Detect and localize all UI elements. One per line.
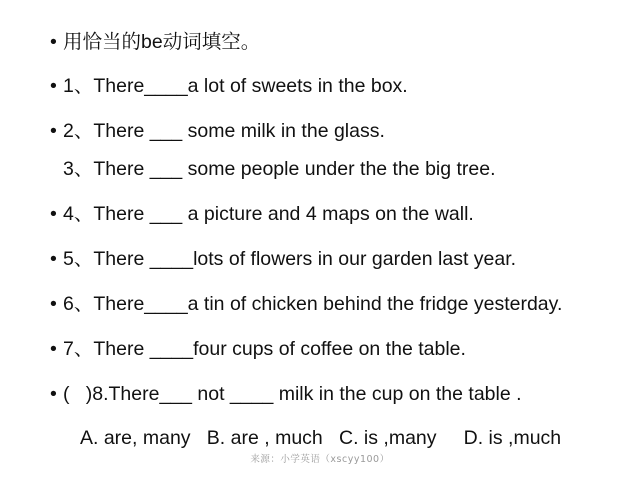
question-text: 6、There____a tin of chicken behind the fridge yesterday.	[63, 293, 563, 315]
instruction-text: 用恰当的be动词填空。	[63, 31, 261, 53]
question-text: 3、There ___ some people under the the big tree.	[63, 158, 496, 180]
question-text: ( )8.There___ not ____ milk in the cup on the table .	[63, 383, 522, 405]
question-text: 2、There ___ some milk in the glass.	[63, 120, 385, 142]
bullet: •	[50, 75, 57, 97]
bullet: •	[50, 383, 57, 405]
bullet: •	[50, 248, 57, 270]
question-text: 1、There____a lot of sweets in the box.	[63, 75, 408, 97]
bullet: •	[50, 31, 57, 53]
question-text: 4、There ___ a picture and 4 maps on the wall.	[63, 203, 474, 225]
bullet: •	[50, 120, 57, 142]
source-watermark: 来源：小学英语（xscyy100）	[250, 454, 390, 465]
bullet: •	[50, 203, 57, 225]
answer-options: A. are, many B. are , much C. is ,many D. is ,much	[80, 427, 562, 449]
bullet: •	[50, 338, 57, 360]
question-text: 5、There ____lots of flowers in our garden last year.	[63, 248, 517, 270]
bullet: •	[50, 293, 57, 315]
question-text: 7、There ____four cups of coffee on the table.	[63, 338, 466, 360]
